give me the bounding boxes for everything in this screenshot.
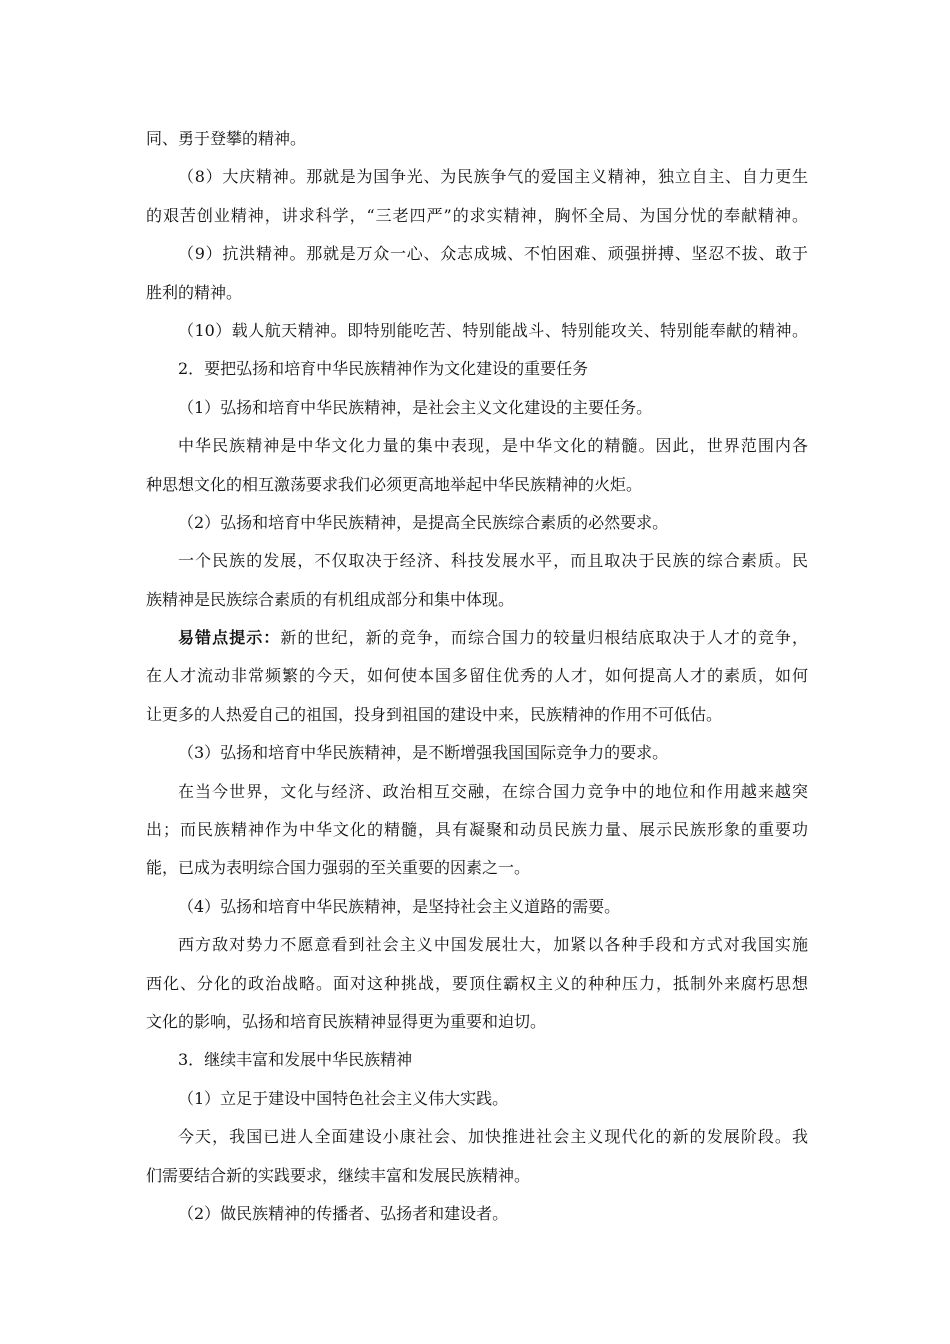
text-line: （1）弘扬和培育中华民族精神，是社会主义文化建设的主要任务。 [178,397,653,417]
text-line: （10）载人航天精神。即特别能吃苦、特别能战斗、特别能攻关、特别能奉献的精神。 [178,320,808,340]
text-line: 中华民族精神是中华文化力量的集中表现，是中华文化的精髓。因此，世界范围内各 [178,436,808,456]
tip-text: 新的世纪，新的竞争，而综合国力的较量归根结底取决于人才的竞争， [280,628,808,648]
text-line: （8）大庆精神。那就是为国争光、为民族争气的爱国主义精神，独立自主、自力更生 [178,167,808,187]
text-line: （3）弘扬和培育中华民族精神，是不断增强我国国际竞争力的要求。 [178,743,669,763]
text-line: （9）抗洪精神。那就是万众一心、众志成城、不怕困难、顽强拼搏、坚忍不拔、敢于 [178,244,808,264]
tip-label: 易错点提示： [178,628,281,648]
text-line: （1）立足于建设中国特色社会主义伟大实践。 [178,1088,509,1108]
text-line: 在人才流动非常频繁的今天，如何使本国多留住优秀的人才，如何提高人才的素质，如何 [146,666,808,686]
text-line: 文化的影响，弘扬和培育民族精神显得更为重要和迫切。 [146,1011,547,1031]
text-line: 让更多的人热爱自己的祖国，投身到祖国的建设中来，民族精神的作用不可低估。 [146,704,723,724]
body-text [146,120,808,1233]
text-line: 西方敌对势力不愿意看到社会主义中国发展壮大，加紧以各种手段和方式对我国实施 [178,935,808,955]
text-line: 种思想文化的相互激荡要求我们必须更高地举起中华民族精神的火炬。 [146,474,643,494]
text-line: （2）做民族精神的传播者、弘扬者和建设者。 [178,1203,509,1223]
text-line: 族精神是民族综合素质的有机组成部分和集中体现。 [146,589,515,609]
text-line: 能，已成为表明综合国力强弱的至关重要的因素之一。 [146,858,531,878]
text-line: 们需要结合新的实践要求，继续丰富和发展民族精神。 [146,1165,531,1185]
text-line: （2）弘扬和培育中华民族精神，是提高全民族综合素质的必然要求。 [178,512,669,532]
tip-line [146,619,808,657]
section-heading: 2．要把弘扬和培育中华民族精神作为文化建设的重要任务 [178,359,589,379]
text-line: 一个民族的发展，不仅取决于经济、科技发展水平，而且取决于民族的综合素质。民 [178,551,808,571]
text-line: 同、勇于登攀的精神。 [146,129,307,148]
text-line: 西化、分化的政治战略。面对这种挑战，要顶住霸权主义的种种压力，抵制外来腐朽思想 [146,973,808,993]
text-line: 今天，我国已进人全面建设小康社会、加快推进社会主义现代化的新的发展阶段。我 [178,1127,808,1147]
section-heading: 3．继续丰富和发展中华民族精神 [178,1050,413,1070]
text-line: 在当今世界，文化与经济、政治相互交融，在综合国力竞争中的地位和作用越来越突 [178,781,808,801]
text-line: 出；而民族精神作为中华文化的精髓，具有凝聚和动员民族力量、展示民族形象的重要功 [146,820,808,840]
text-line: （4）弘扬和培育中华民族精神，是坚持社会主义道路的需要。 [178,896,621,916]
text-line: 的艰苦创业精神，讲求科学，“三老四严”的求实精神，胸怀全局、为国分忧的奉献精神。 [146,205,808,225]
text-line: 胜利的精神。 [146,282,243,302]
